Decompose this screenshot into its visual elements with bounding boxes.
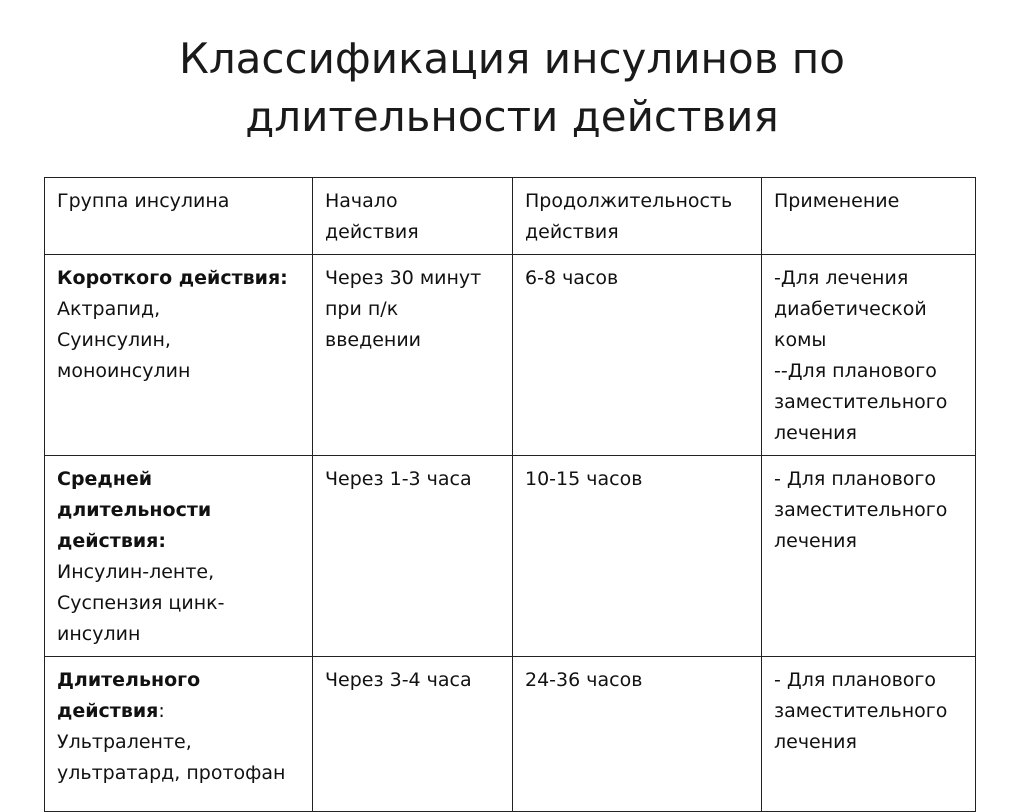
header-onset: Начало действия <box>313 178 513 255</box>
cell-onset: Через 3-4 часа <box>313 657 513 812</box>
slide-title: Классификация инсулинов по длительности действия <box>179 34 845 141</box>
cell-duration: 6-8 часов <box>513 255 762 456</box>
group-name-suffix: : <box>158 700 165 722</box>
group-name-text: Длительного действия <box>57 669 201 722</box>
cell-application: -Для лечения диабетической комы --Для планового заместительного лечения <box>762 255 976 456</box>
group-name <box>57 665 302 727</box>
table-row-long-acting <box>45 657 976 812</box>
header-duration: Продолжительность действия <box>513 178 762 255</box>
cell-onset: Через 1-3 часа <box>313 456 513 657</box>
cell-group <box>45 456 313 657</box>
group-name: Средней длительности действия: <box>57 468 212 552</box>
drug-list: Ультраленте, ультратард, протофан <box>57 731 286 784</box>
cell-duration: 24-36 часов <box>513 657 762 812</box>
insulin-classification-table <box>44 177 976 812</box>
cell-application: - Для планового заместительного лечения <box>762 456 976 657</box>
table-row-intermediate-acting <box>45 456 976 657</box>
cell-group <box>45 657 313 812</box>
header-application: Применение <box>762 178 976 255</box>
cell-duration: 10-15 часов <box>513 456 762 657</box>
cell-application: - Для планового заместительного лечения <box>762 657 976 812</box>
drug-list: Инсулин-ленте, Суспензия цинк- инсулин <box>57 561 225 645</box>
table-header-row <box>45 178 976 255</box>
cell-onset: Через 30 минут при п/к введении <box>313 255 513 456</box>
drug-list: Актрапид, Суинсулин, моноинсулин <box>57 298 191 382</box>
table-row-short-acting <box>45 255 976 456</box>
header-insulin-group: Группа инсулина <box>45 178 313 255</box>
group-name: Короткого действия: <box>57 267 288 289</box>
cell-group <box>45 255 313 456</box>
